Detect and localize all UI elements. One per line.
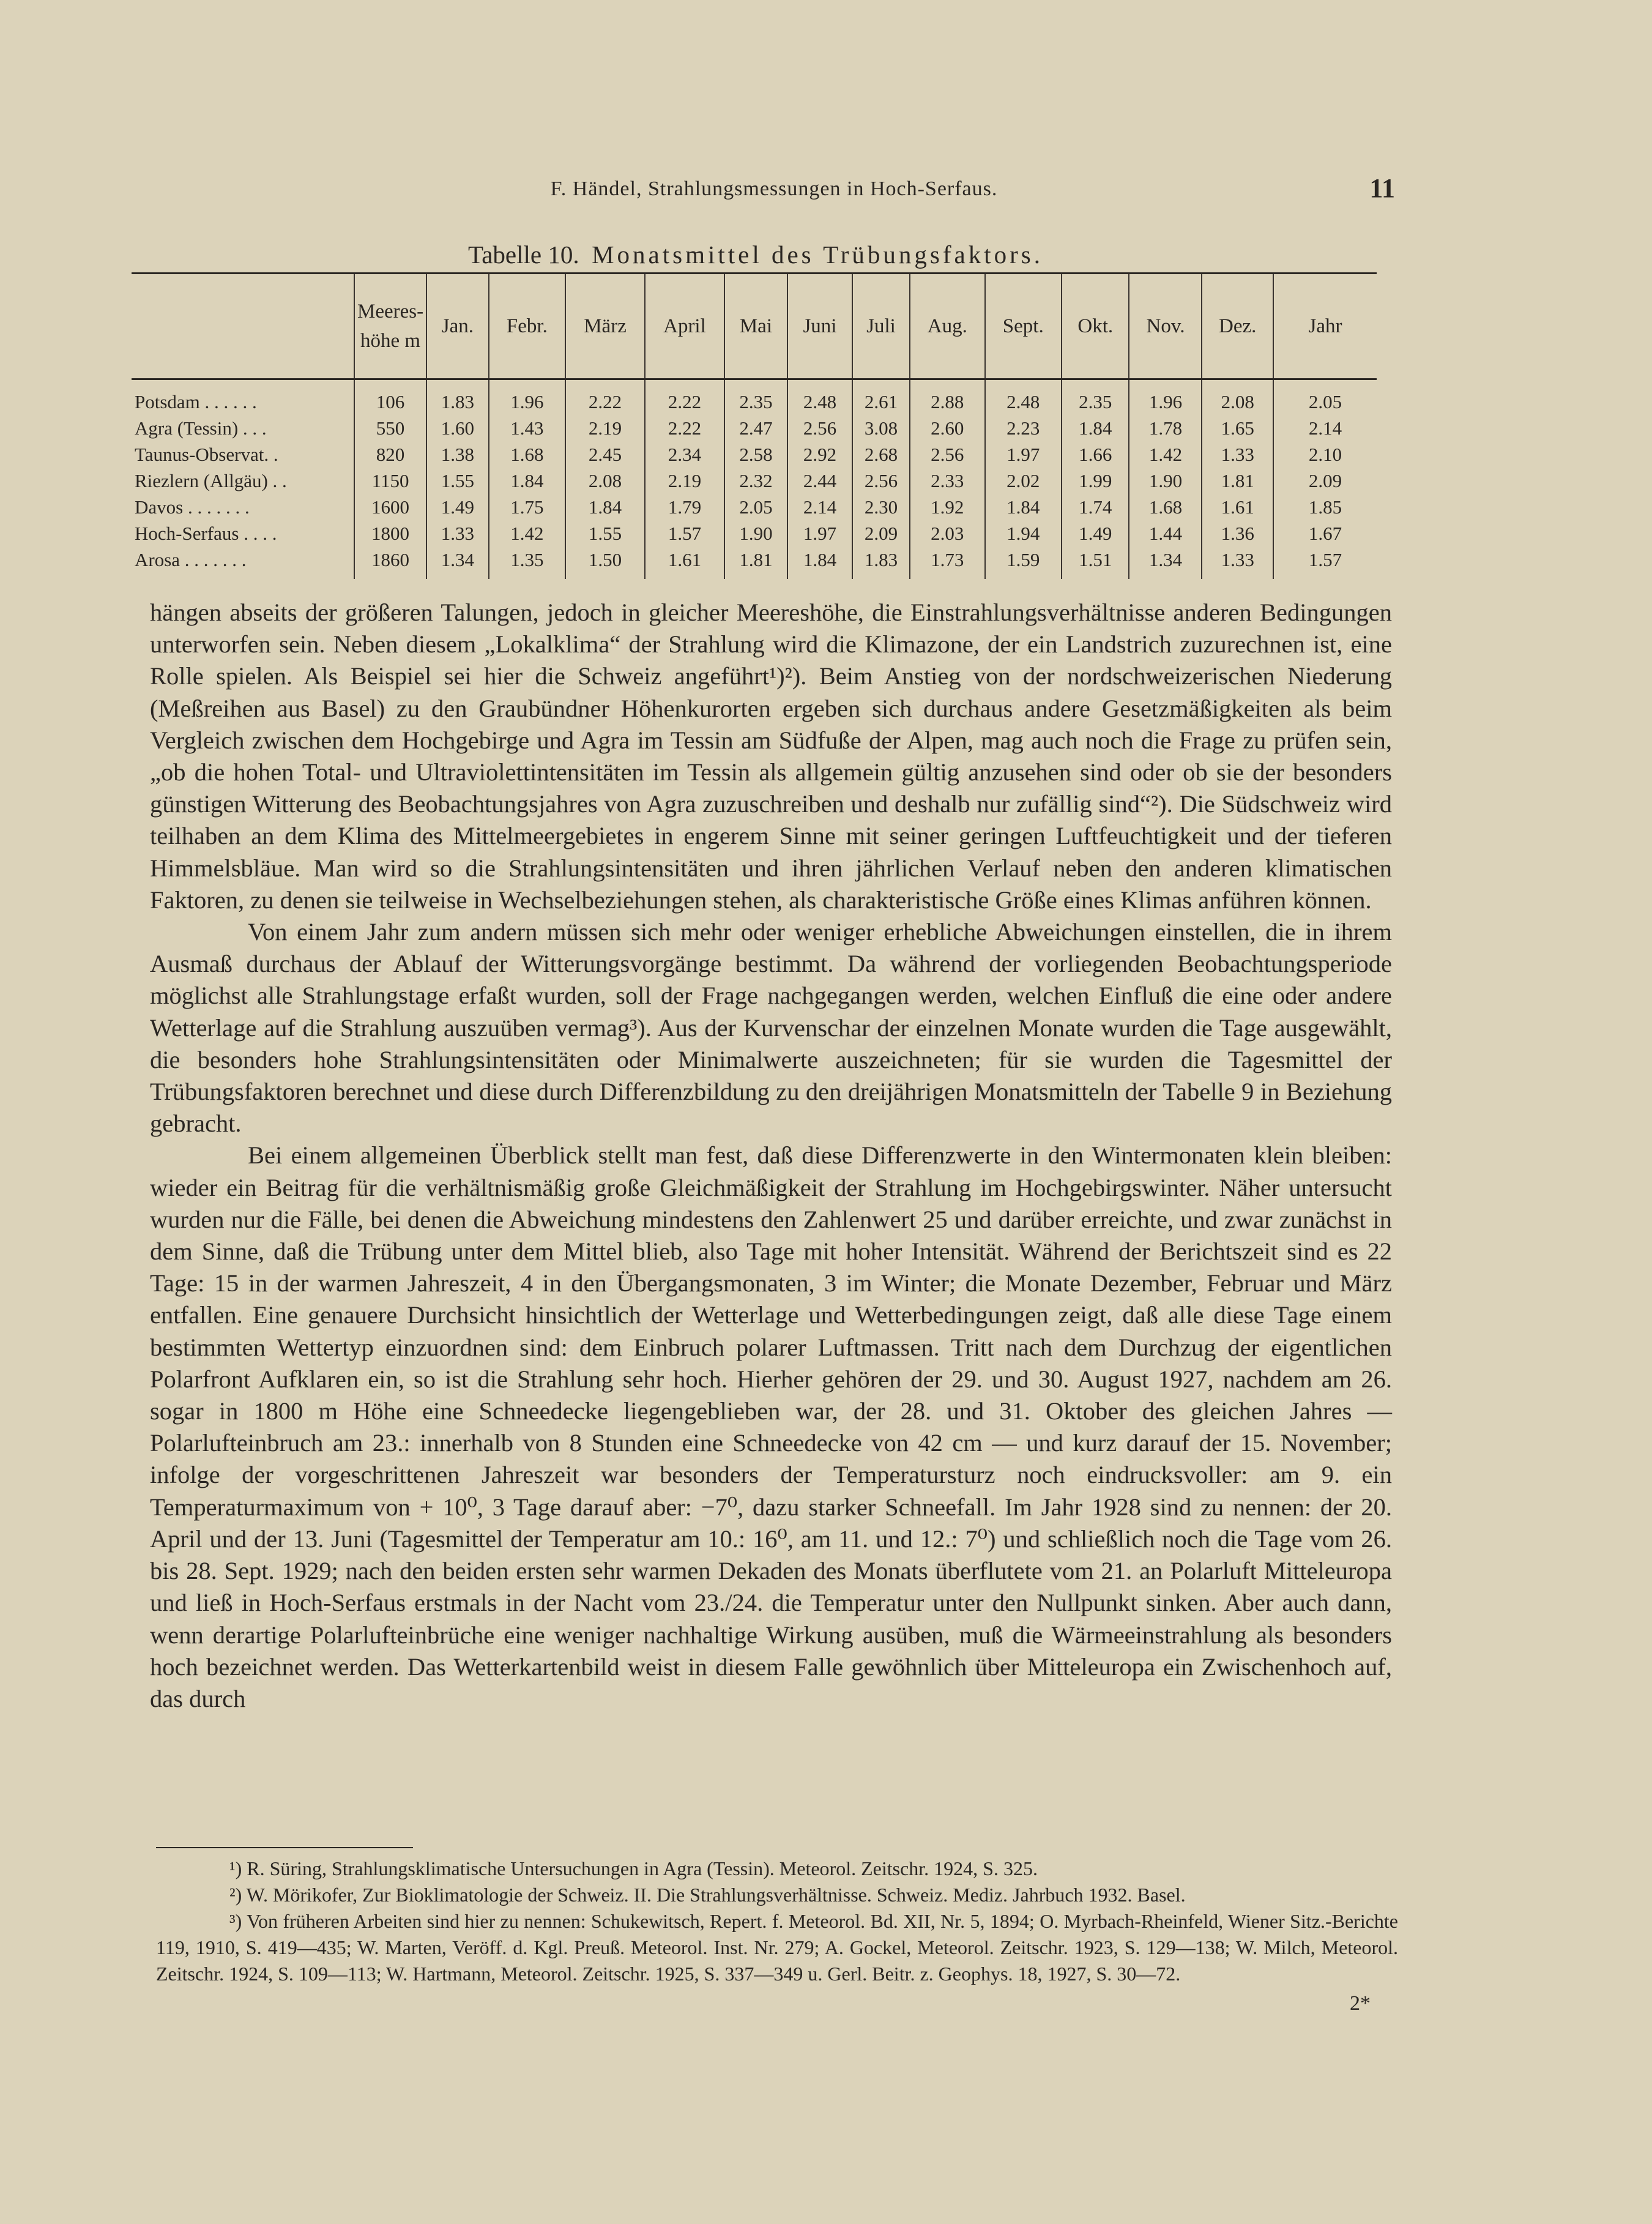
value-cell: 2.02 bbox=[985, 468, 1062, 494]
body-text bbox=[150, 597, 1392, 1715]
signature-mark: 2* bbox=[1350, 1992, 1371, 2015]
value-cell: 2.60 bbox=[910, 415, 984, 441]
value-cell: 1.92 bbox=[910, 494, 984, 520]
station-cell: Agra (Tessin) . . . bbox=[135, 417, 267, 439]
value-cell: 1.66 bbox=[1062, 441, 1129, 468]
value-cell: 2.34 bbox=[645, 441, 724, 468]
value-cell: 2.19 bbox=[645, 468, 724, 494]
footnote: ¹) R. Süring, Strahlungsklimatische Untersuchungen in Agra (Tessin). Meteorol. Zeitschr. 1924, S. 325. bbox=[229, 1857, 1038, 1879]
value-cell: 1.61 bbox=[1202, 494, 1273, 520]
value-cell: 1.43 bbox=[489, 415, 565, 441]
value-cell: 2.22 bbox=[645, 415, 724, 441]
value-cell: 1.97 bbox=[985, 441, 1062, 468]
column-header: Nov. bbox=[1129, 274, 1202, 379]
value-cell: 2.35 bbox=[1062, 379, 1129, 416]
value-cell: 1860 bbox=[354, 547, 426, 579]
value-cell: 1.94 bbox=[985, 520, 1062, 547]
value-cell: 1.35 bbox=[489, 547, 565, 579]
column-header: Jan. bbox=[426, 274, 489, 379]
column-header: Sept. bbox=[985, 274, 1062, 379]
column-header: Mai bbox=[724, 274, 787, 379]
value-cell: 1.84 bbox=[565, 494, 645, 520]
station-cell: Taunus-Observat. . bbox=[135, 443, 278, 465]
station-cell: Arosa . . . . . . . bbox=[135, 548, 247, 570]
column-header: Meeres-höhe m bbox=[354, 274, 426, 379]
value-cell: 1.74 bbox=[1062, 494, 1129, 520]
value-cell: 1.50 bbox=[565, 547, 645, 579]
page-header bbox=[153, 173, 1395, 214]
value-cell: 1.51 bbox=[1062, 547, 1129, 579]
value-cell: 1.61 bbox=[645, 547, 724, 579]
table-caption-title: Monatsmittel des Trübungsfaktors. bbox=[592, 241, 1043, 269]
value-cell: 1.90 bbox=[1129, 468, 1202, 494]
station-cell: Hoch-Serfaus . . . . bbox=[135, 522, 277, 544]
value-cell: 1.49 bbox=[1062, 520, 1129, 547]
value-cell: 1600 bbox=[354, 494, 426, 520]
value-cell: 2.03 bbox=[910, 520, 984, 547]
value-cell: 1.96 bbox=[1129, 379, 1202, 416]
table-row bbox=[132, 441, 1377, 468]
value-cell: 2.47 bbox=[724, 415, 787, 441]
footnotes bbox=[156, 1856, 1398, 2015]
table-row bbox=[132, 415, 1377, 441]
value-cell: 2.44 bbox=[787, 468, 852, 494]
station-cell: Davos . . . . . . . bbox=[135, 496, 250, 518]
page-number: 11 bbox=[1369, 173, 1395, 203]
value-cell: 1.33 bbox=[1202, 547, 1273, 579]
value-cell: 2.88 bbox=[910, 379, 984, 416]
value-cell: 1150 bbox=[354, 468, 426, 494]
paragraph: hängen abseits der größeren Talungen, jedoch in gleicher Meereshöhe, die Einstrahlungsverhältnisse anderen Bedingungen unterworfen sein. Neben diesem „Lokalklima“ der Strahlung wird die Klimazone, der ein Landstrich zuzurechnen ist, eine Rolle spielen. Als Beispiel sei hier die Schweiz angeführt¹)²). Beim Anstieg von der nordschweizerischen Niederung (Meßreihen aus Basel) zu den Graubündner Höhenkurorten ergeben sich durchaus andere Gesetzmäßigkeiten als beim Vergleich zwischen dem Hochgebirge und Agra im Tessin am Südfuße der Alpen, mag auch noch die Frage zu prüfen sein, „ob die hohen Total- und Ultraviolettintensitäten im Tessin als allgemein gültig anzusehen sind oder ob sie der besonders günstigen Witterung des Beobachtungsjahres von Agra zuzuschreiben und deshalb nur zufällig sind“²). Die Südschweiz wird teilhaben an dem Klima des Mittelmeergebietes in engerem Sinne mit seiner geringen Luftfeuchtigkeit und der tieferen Himmelsbläue. Man wird so die Strahlungsintensitäten und ihren jährlichen Verlauf neben den anderen klimatischen Faktoren, zu denen sie teilweise in Wechselbeziehungen stehen, als charakteristische Größe eines Klimas anführen können. bbox=[150, 599, 1392, 914]
column-header: April bbox=[645, 274, 724, 379]
turbidity-table bbox=[132, 272, 1377, 579]
value-cell: 1.84 bbox=[1062, 415, 1129, 441]
value-cell: 1.57 bbox=[645, 520, 724, 547]
value-cell: 106 bbox=[354, 379, 426, 416]
value-cell: 2.56 bbox=[852, 468, 910, 494]
paragraph: Von einem Jahr zum andern müssen sich mehr oder weniger erhebliche Abweichungen einstellen, die in ihrem Ausmaß durchaus der Ablauf der Witterungsvorgänge bestimmt. Da während der vorliegenden Beobachtungsperiode möglichst alle Strahlungstage erfaßt wurden, soll der Frage nachgegangen werden, welchen Einfluß die eine oder andere Wetterlage auf die Strahlung auszuüben vermag³). Aus der Kurvenschar der einzelnen Monate wurden die Tage ausgewählt, die besonders hohe Strahlungsintensitäten oder Minimalwerte auszeichneten; für sie wurden die Tagesmittel der Trübungsfaktoren berechnet und diese durch Differenzbildung zu den dreijährigen Monatsmitteln der Tabelle 9 in Beziehung gebracht. bbox=[150, 918, 1392, 1138]
value-cell: 2.56 bbox=[910, 441, 984, 468]
value-cell: 1.34 bbox=[426, 547, 489, 579]
value-cell: 1.75 bbox=[489, 494, 565, 520]
footnote: ³) Von früheren Arbeiten sind hier zu nennen: Schukewitsch, Repert. f. Meteorol. Bd. XII, Nr. 5, 1894; O. Myrbach-Rheinfeld, Wiener Sitz.-Berichte 119, 1910, S. 419—435; W. Marten, Veröff. d. Kgl. Preuß. Meteorol. Inst. Nr. 279; A. Gockel, Meteorol. Zeitschr. 1923, S. 129—138; W. Milch, Meteorol. Zeitschr. 1924, S. 109—113; W. Hartmann, Meteorol. Zeitschr. 1925, S. 337—349 u. Gerl. Beitr. z. Geophys. 18, 1927, S. 30—72. bbox=[156, 1910, 1398, 1985]
value-cell: 2.09 bbox=[1273, 468, 1377, 494]
column-header: Juli bbox=[852, 274, 910, 379]
value-cell: 1.44 bbox=[1129, 520, 1202, 547]
value-cell: 2.08 bbox=[1202, 379, 1273, 416]
value-cell: 820 bbox=[354, 441, 426, 468]
station-cell: Riezlern (Allgäu) . . bbox=[135, 469, 287, 491]
value-cell: 2.22 bbox=[565, 379, 645, 416]
station-cell: Potsdam . . . . . . bbox=[135, 390, 257, 412]
running-title: F. Händel, Strahlungsmessungen in Hoch-Serfaus. bbox=[550, 177, 998, 200]
value-cell: 1.84 bbox=[787, 547, 852, 579]
station-column-header bbox=[132, 274, 354, 379]
value-cell: 2.14 bbox=[787, 494, 852, 520]
value-cell: 2.10 bbox=[1273, 441, 1377, 468]
value-cell: 1.36 bbox=[1202, 520, 1273, 547]
value-cell: 550 bbox=[354, 415, 426, 441]
value-cell: 1.67 bbox=[1273, 520, 1377, 547]
value-cell: 2.33 bbox=[910, 468, 984, 494]
value-cell: 1.33 bbox=[426, 520, 489, 547]
value-cell: 2.05 bbox=[724, 494, 787, 520]
column-header: Aug. bbox=[910, 274, 984, 379]
column-header: Juni bbox=[787, 274, 852, 379]
value-cell: 1.55 bbox=[565, 520, 645, 547]
value-cell: 2.48 bbox=[787, 379, 852, 416]
value-cell: 1.96 bbox=[489, 379, 565, 416]
value-cell: 1.65 bbox=[1202, 415, 1273, 441]
table-row bbox=[132, 494, 1377, 520]
value-cell: 2.56 bbox=[787, 415, 852, 441]
value-cell: 2.58 bbox=[724, 441, 787, 468]
value-cell: 2.35 bbox=[724, 379, 787, 416]
value-cell: 1.83 bbox=[852, 547, 910, 579]
column-header: Okt. bbox=[1062, 274, 1129, 379]
value-cell: 2.14 bbox=[1273, 415, 1377, 441]
column-header: März bbox=[565, 274, 645, 379]
value-cell: 1.42 bbox=[489, 520, 565, 547]
table-row bbox=[132, 468, 1377, 494]
value-cell: 2.92 bbox=[787, 441, 852, 468]
value-cell: 2.09 bbox=[852, 520, 910, 547]
value-cell: 1.90 bbox=[724, 520, 787, 547]
value-cell: 1.99 bbox=[1062, 468, 1129, 494]
value-cell: 2.68 bbox=[852, 441, 910, 468]
value-cell: 2.19 bbox=[565, 415, 645, 441]
value-cell: 1.97 bbox=[787, 520, 852, 547]
value-cell: 1.60 bbox=[426, 415, 489, 441]
value-cell: 1.85 bbox=[1273, 494, 1377, 520]
value-cell: 1.33 bbox=[1202, 441, 1273, 468]
value-cell: 1.68 bbox=[489, 441, 565, 468]
column-header: Jahr bbox=[1273, 274, 1377, 379]
footnote-rule bbox=[156, 1847, 413, 1848]
value-cell: 1.81 bbox=[724, 547, 787, 579]
value-cell: 1.84 bbox=[985, 494, 1062, 520]
value-cell: 3.08 bbox=[852, 415, 910, 441]
value-cell: 1.38 bbox=[426, 441, 489, 468]
value-cell: 1.84 bbox=[489, 468, 565, 494]
value-cell: 1.34 bbox=[1129, 547, 1202, 579]
value-cell: 1.78 bbox=[1129, 415, 1202, 441]
value-cell: 2.05 bbox=[1273, 379, 1377, 416]
value-cell: 1.81 bbox=[1202, 468, 1273, 494]
value-cell: 2.08 bbox=[565, 468, 645, 494]
table-body bbox=[132, 379, 1377, 580]
value-cell: 1800 bbox=[354, 520, 426, 547]
value-cell: 1.49 bbox=[426, 494, 489, 520]
value-cell: 2.22 bbox=[645, 379, 724, 416]
value-cell: 1.57 bbox=[1273, 547, 1377, 579]
table-row bbox=[132, 379, 1377, 416]
value-cell: 2.23 bbox=[985, 415, 1062, 441]
value-cell: 2.32 bbox=[724, 468, 787, 494]
table-header-row bbox=[132, 274, 1377, 379]
column-header: Febr. bbox=[489, 274, 565, 379]
table-row bbox=[132, 547, 1377, 579]
value-cell: 1.42 bbox=[1129, 441, 1202, 468]
value-cell: 1.59 bbox=[985, 547, 1062, 579]
value-cell: 2.61 bbox=[852, 379, 910, 416]
value-cell: 2.45 bbox=[565, 441, 645, 468]
table-row bbox=[132, 520, 1377, 547]
column-header: Dez. bbox=[1202, 274, 1273, 379]
value-cell: 1.73 bbox=[910, 547, 984, 579]
value-cell: 1.83 bbox=[426, 379, 489, 416]
value-cell: 1.55 bbox=[426, 468, 489, 494]
value-cell: 1.68 bbox=[1129, 494, 1202, 520]
value-cell: 2.30 bbox=[852, 494, 910, 520]
footnote: ²) W. Mörikofer, Zur Bioklimatologie der Schweiz. II. Die Strahlungsverhältnisse. Schweiz. Mediz. Jahrbuch 1932. Basel. bbox=[229, 1884, 1186, 1906]
value-cell: 2.48 bbox=[985, 379, 1062, 416]
value-cell: 1.79 bbox=[645, 494, 724, 520]
paragraph: Bei einem allgemeinen Überblick stellt man fest, daß diese Differenzwerte in den Wintermonaten klein bleiben: wieder ein Beitrag für die verhältnismäßig große Gleichmäßigkeit der Strahlung im Hochgebirgswinter. Näher untersucht wurden nur die Fälle, bei denen die Abweichung mindestens den Zahlenwert 25 und darüber erreichte, und zwar zunächst in dem Sinne, daß die Trübung unter dem Mittel blieb, also Tage mit hoher Intensität. Während der Berichtszeit sind es 22 Tage: 15 in der warmen Jahreszeit, 4 in den Übergangsmonaten, 3 im Winter; die Monate Dezember, Februar und März entfallen. Eine genauere Durchsicht hinsichtlich der Wetterlage und Wetterbedingungen zeigt, daß alle diese Tage einem bestimmten Wettertyp einzuordnen sind: dem Einbruch polarer Luftmassen. Tritt nach dem Durchzug der eigentlichen Polarfront Aufklaren ein, so ist die Strahlung sehr hoch. Hierher gehören der 29. und 30. August 1927, nachdem am 26. sogar in 1800 m Höhe eine Schneedecke liegengeblieben war, der 28. und 31. Oktober des gleichen Jahres — Polarlufteinbruch am 23.: innerhalb von 8 Stunden eine Schneedecke von 42 cm — und kurz darauf der 15. November; infolge der vorgeschrittenen Jahreszeit war besonders der Temperatursturz noch eindrucksvoller: am 9. ein Temperaturmaximum von + 10⁰, 3 Tage darauf aber: −7⁰, dazu starker Schneefall. Im Jahr 1928 sind zu nennen: der 20. April und der 13. Juni (Tagesmittel der Temperatur am 10.: 16⁰, am 11. und 12.: 7⁰) und schließlich noch die Tage vom 26. bis 28. Sept. 1929; nach den beiden ersten sehr warmen Dekaden des Monats überflutete vom 21. an Polarluft Mitteleuropa und ließ in Hoch-Serfaus erstmals in der Nacht vom 23./24. die Temperatur unter den Nullpunkt sinken. Aber auch dann, wenn derartige Polarlufteinbrüche eine weniger nachhaltige Wirkung ausüben, muß die Wärmeeinstrahlung als besonders hoch bezeichnet werden. Das Wetterkartenbild weist in diesem Falle gewöhnlich über Mitteleuropa ein Zwischenhoch auf, das durch bbox=[150, 1141, 1392, 1712]
table-caption bbox=[135, 240, 1377, 269]
table-caption-label: Tabelle 10. bbox=[468, 241, 579, 269]
